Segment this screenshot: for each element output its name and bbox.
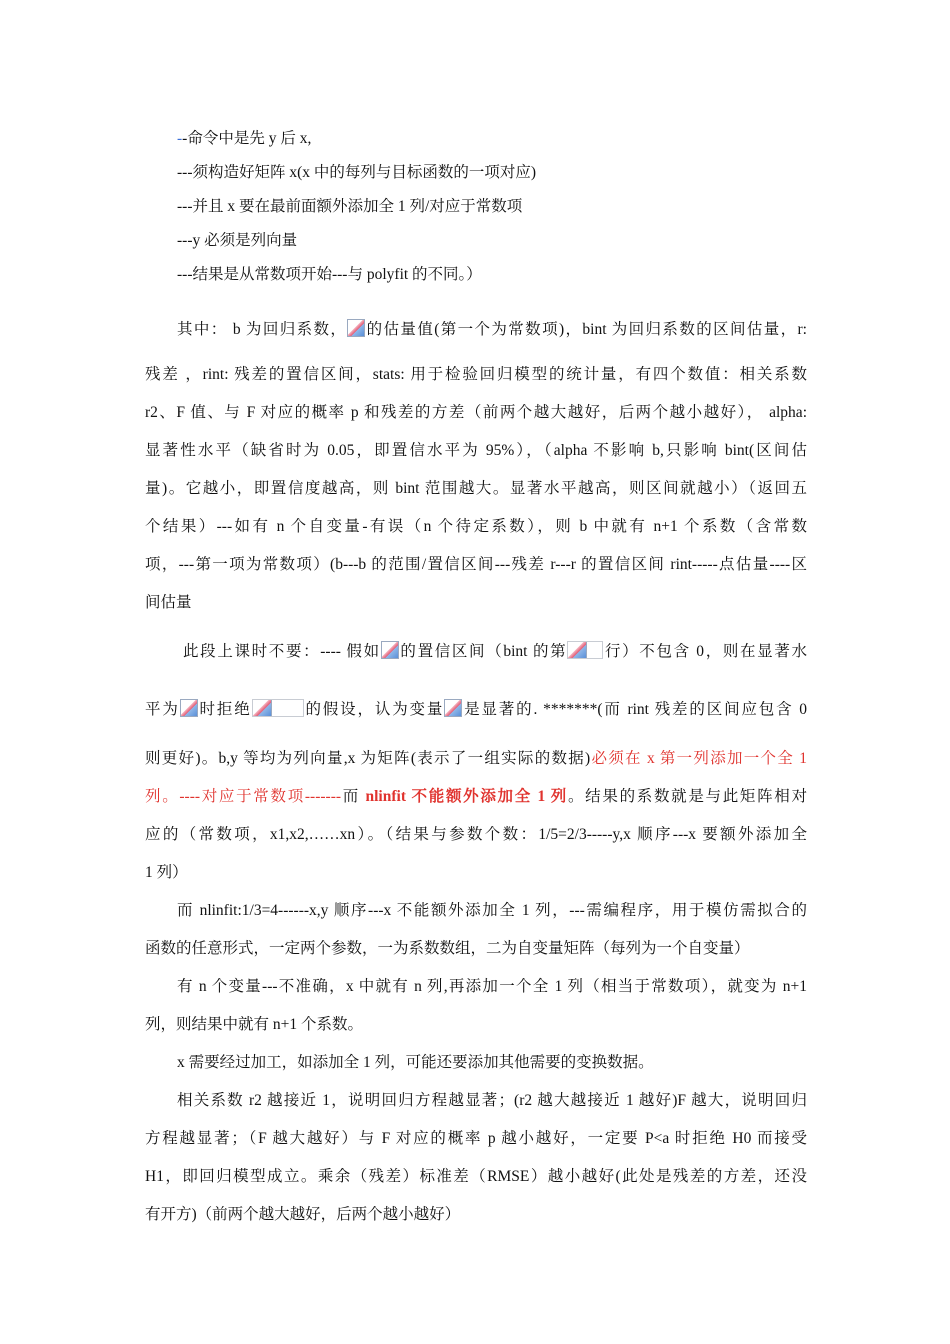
paragraph-line: r2、F 值、与 F 对应的概率 p 和残差的方差（前两个越大越好，后两个越小越好）， alpha: [145,404,807,421]
image-placeholder-icon [381,641,399,659]
paragraph-significance [145,630,807,892]
paragraph-x-processing [145,1044,807,1082]
red-note: 列。----对应于常数项------- [145,788,342,805]
document-body [145,122,807,1234]
note-line-4: ---y 必须是列向量 [177,232,298,249]
paragraph-line: 列。----对应于常数项-------而 nlinfit 不能额外添加全 1 列。结果的系数就是与此矩阵相对 [145,788,807,805]
paragraph-line: 列，则结果中就有 n+1 个系数。 [145,1016,363,1033]
paragraph-line: 此段上课时不要：---- 假如 的置信区间（bint 的第 行）不包含 0，则在显著水 [183,643,807,660]
image-placeholder-icon [180,699,198,717]
note-line-1 [145,122,807,156]
paragraph-nlinfit [145,892,807,968]
paragraph-correlation [145,1082,807,1234]
paragraph-line: 项，---第一项为常数项）(b---b 的范围/置信区间---残差 r---r 的置信区间 rint-----点估量----区 [145,556,807,573]
note-text: -命令中是先 y 后 x, [182,130,312,147]
paragraph-line: 相关系数 r2 越接近 1，说明回归方程越显著；(r2 越大越接近 1 越好)F 越大，说明回归 [177,1092,807,1109]
paragraph-n-variables [145,968,807,1044]
paragraph-line: 方程越显著；（F 越大越好）与 F 对应的概率 p 越小越好，一定要 P<a 时拒绝 H0 而接受 [145,1130,807,1147]
image-placeholder-icon [347,319,365,337]
paragraph-line: 间估量 [145,594,192,611]
paragraph-line: 显著性水平（缺省时为 0.05，即置信水平为 95%），（alpha 不影响 b,只影响 bint(区间估 [145,442,807,459]
paragraph-line: 1 列） [145,864,188,881]
red-bold-note: nlinfit 不能额外添加全 1 列 [365,788,568,805]
paragraph-line: 有开方)（前两个越大越好，后两个越小越好） [145,1206,461,1223]
paragraph-line: H1，即回归模型成立。乘余（残差）标准差（RMSE）越小越好(此处是残差的方差，还没 [145,1168,807,1185]
note-line-2: ---须构造好矩阵 x(x 中的每列与目标函数的一项对应) [177,164,537,181]
image-placeholder-icon [567,641,603,659]
paragraph-line: x 需要经过加工，如添加全 1 列，可能还要添加其他需要的变换数据。 [177,1054,654,1071]
paragraph-line: 其中： b 为回归系数， 的估量值(第一个为常数项)，bint 为回归系数的区间估量，r: [177,321,807,338]
paragraph-line: 个结果）---如有 n 个自变量-有误（n 个待定系数），则 b 中就有 n+1 个系数（含常数 [145,518,807,535]
paragraph-regress-output [145,308,807,622]
paragraph-line: 应的（常数项，x1,x2,……xn）。（结果与参数个数：1/5=2/3-----y,x 顺序---x 要额外添加全 [145,826,807,843]
paragraph-line: 则更好)。b,y 等均为列向量,x 为矩阵(表示了一组实际的数据)必须在 x 第一列添加一个全 1 [145,750,807,767]
paragraph-line: 有 n 个变量---不准确，x 中就有 n 列,再添加一个全 1 列（相当于常数项），就变为 n+1 [177,978,807,995]
note-line-5: ---结果是从常数项开始---与 polyfit 的不同。） [177,266,482,283]
paragraph-line: 残差 ，rint: 残差的置信区间，stats: 用于检验回归模型的统计量，有四个数值：相关系数 [145,366,807,383]
image-placeholder-icon [444,699,462,717]
paragraph-line: 函数的任意形式，一定两个参数，一为系数数组，二为自变量矩阵（每列为一个自变量） [145,940,750,957]
note-dash: - [177,130,183,147]
paragraph-line: 而 nlinfit:1/3=4------x,y 顺序---x 不能额外添加全 1 列，---需编程序，用于模仿需拟合的 [177,902,807,919]
note-line-3: ---并且 x 要在最前面额外添加全 1 列/对应于常数项 [177,198,523,215]
paragraph-line: 平为 时拒绝 的假设，认为变量 是显著的. *******(而 rint 残差的区间应包含 0 [145,701,807,718]
image-placeholder-icon [252,699,304,717]
paragraph-line: 量)。它越小，即置信度越高，则 bint 范围越大。显著水平越高，则区间就越小）（返回五 [145,480,807,497]
red-note: 必须在 x 第一列添加一个全 1 [590,750,807,767]
